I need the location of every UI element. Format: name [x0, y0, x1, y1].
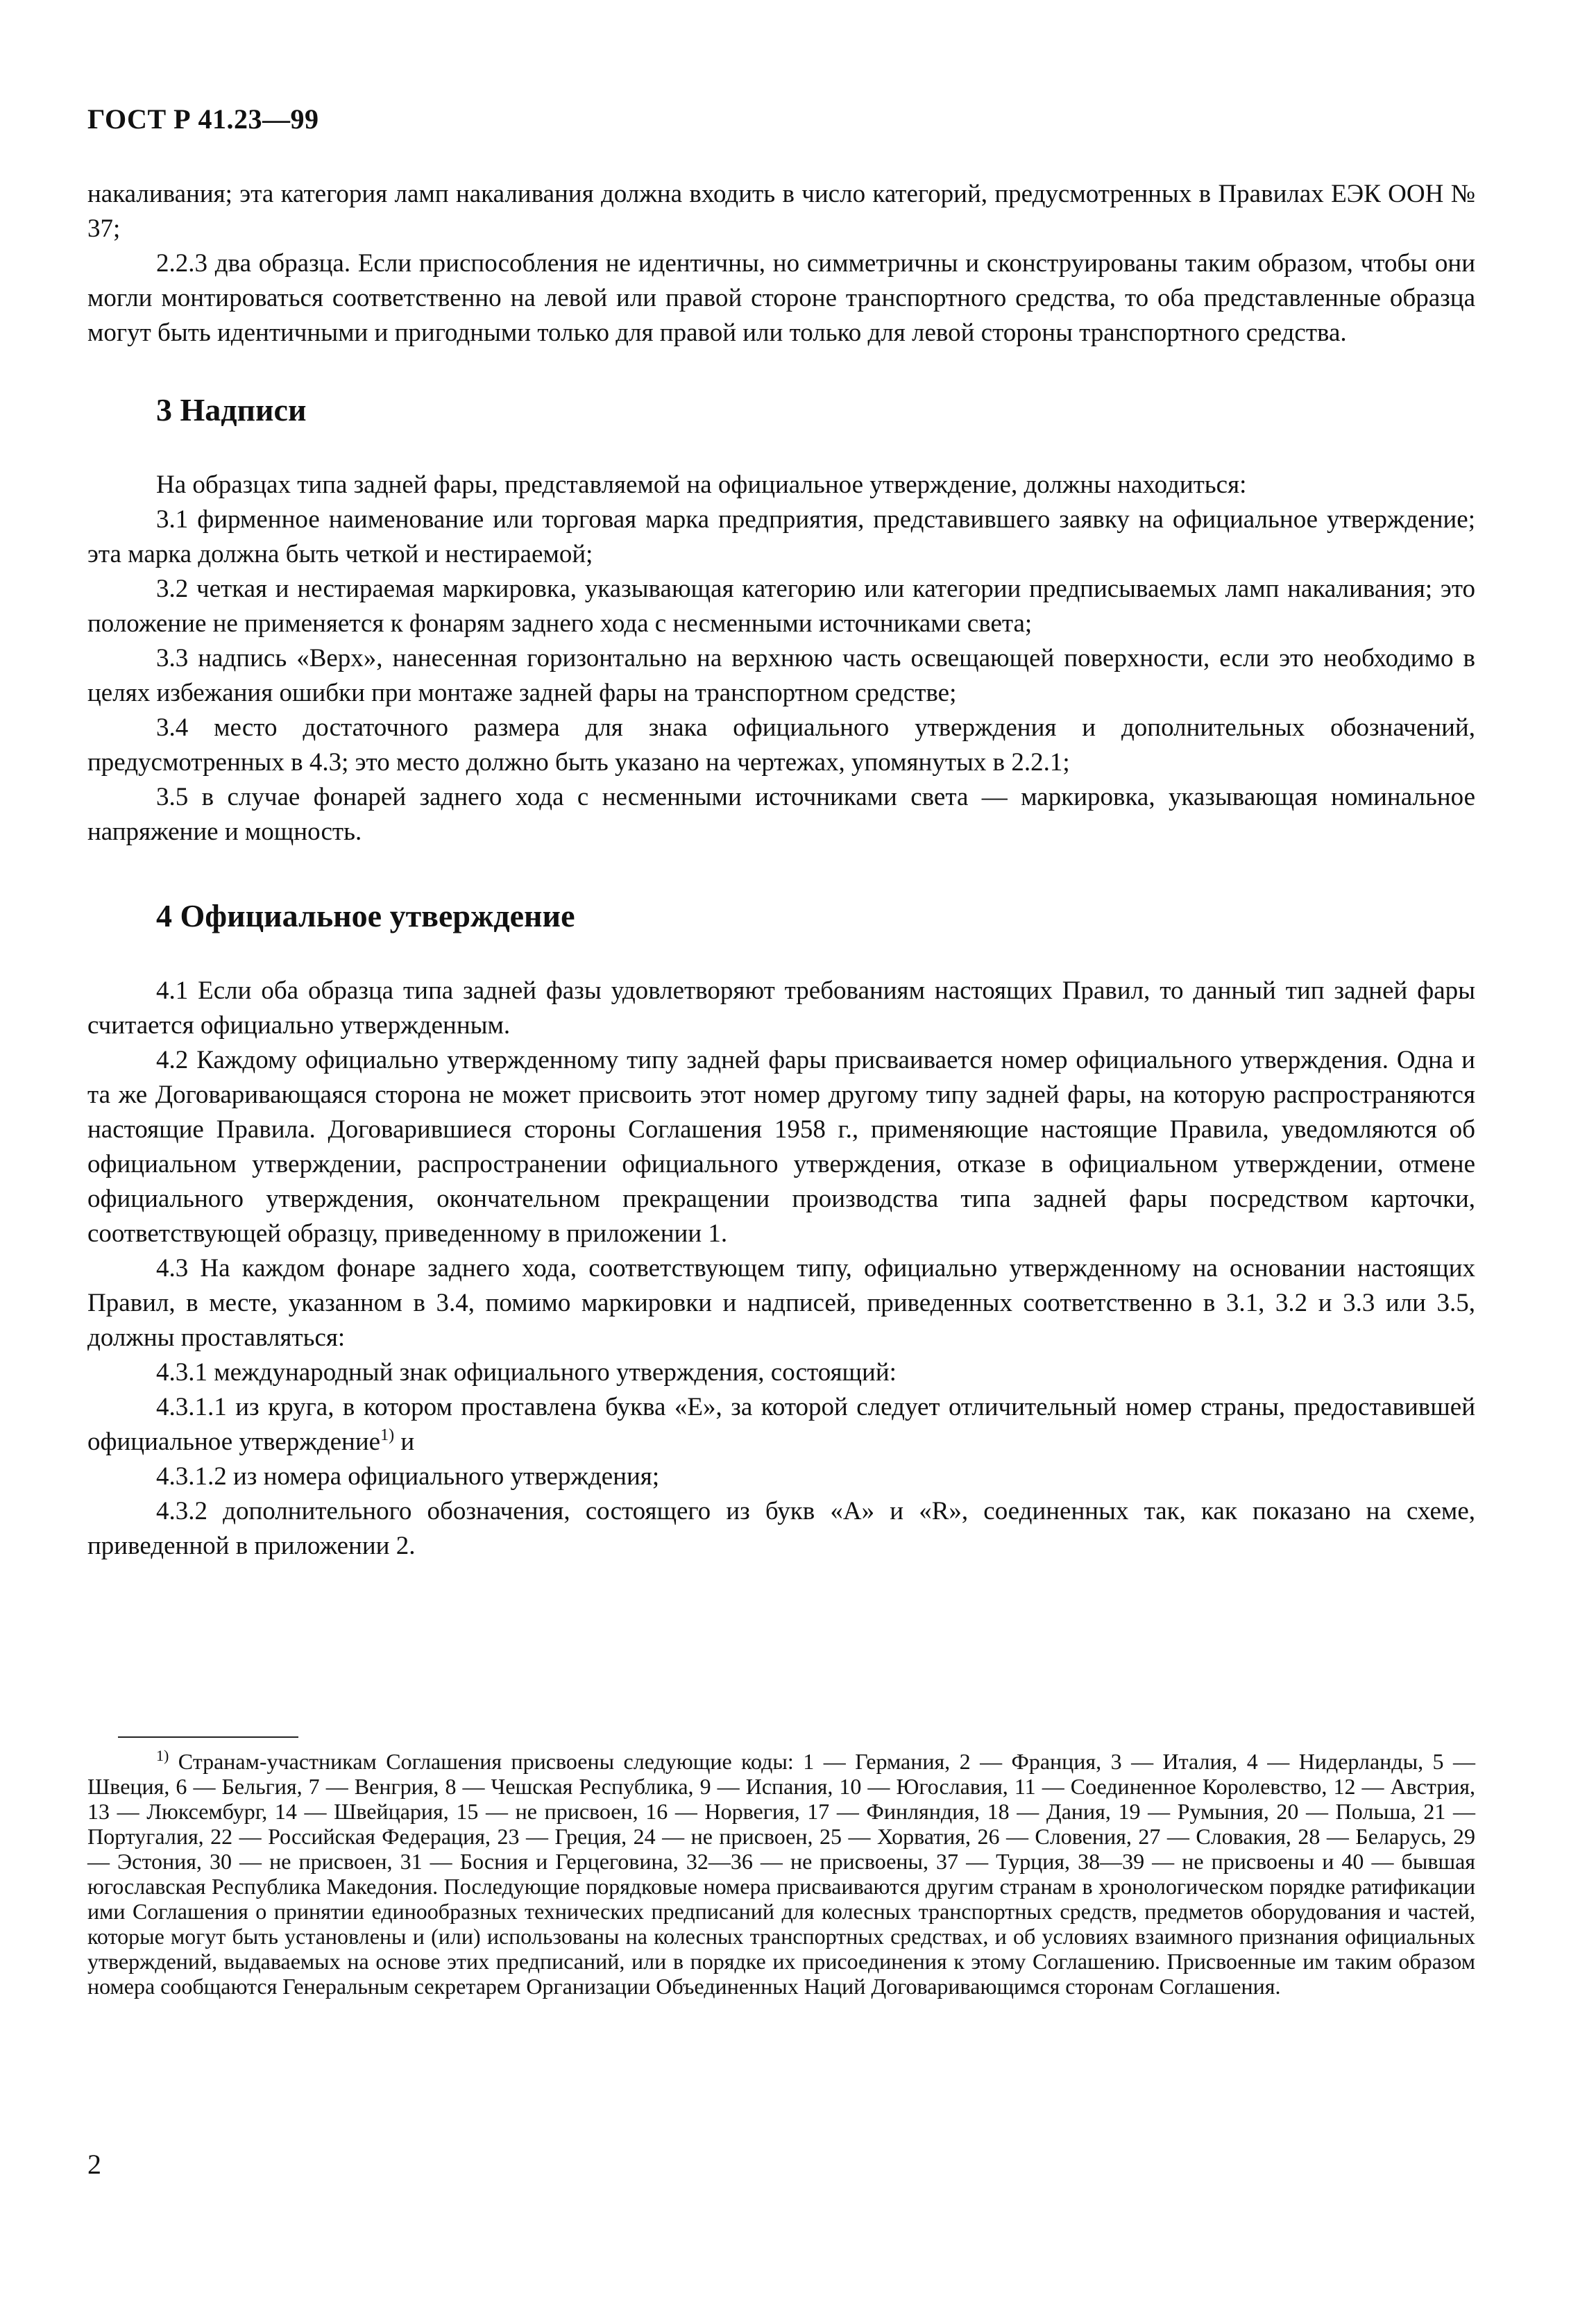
- footnote-reference[interactable]: 1): [380, 1426, 395, 1444]
- paragraph-4-1: 4.1 Если оба образца типа задней фазы удовлетворяют требованиям настоящих Правил, то данный тип задней фары считается официально утвержденным.: [87, 976, 1475, 1040]
- footnote-text: Странам-участникам Соглашения присвоены следующие коды: 1 — Германия, 2 — Франция, 3 — Италия, 4 — Нидерланды, 5 — Швеция, 6 — Бельгия, 7 — Венгрия, 8 — Чешская Республика, 9 — Испания, 10 — Югославия, 11 — Соединенное Королевство, 12 — Австрия, 13 — Люксембург, 14 — Швейцария, 15 — не присвоен, 16 — Норвегия, 17 — Финляндия, 18 — Дания, 19 — Румыния, 20 — Польша, 21 — Португалия, 22 — Российская Федерация, 23 — Греция, 24 — не присвоен, 25 — Хорватия, 26 — Словения, 27 — Словакия, 28 — Беларусь, 29 — Эстония, 30 — не присвоен, 31 — Босния и Герцеговина, 32—36 — не присвоены, 37 — Турция, 38—39 — не присвоены и 40 — бывшая югославская Республика Македония. Последующие порядковые номера присваиваются другим странам в хронологическом порядке ратификации ими Соглашения о принятии единообразных технических предписаний для колесных транспортных средств, предметов оборудования и частей, которые могут быть установлены и (или) использованы на колесных транспортных средствах, и об условиях взаимного признания официальных утверждений, выдаваемых на основе этих предписаний, или в порядке их присоединения к этому Соглашению. Присвоенные им таким образом номера сообщаются Генеральным секретарем Организации Объединенных Наций Договаривающимся сторонам Соглашения.: [87, 1749, 1475, 1999]
- paragraph-4-3-1-1-end: и: [394, 1428, 415, 1456]
- paragraph-3-4: 3.4 место достаточного размера для знака официального утверждения и дополнительных обозначений, предусмотренных в 4.3; это место должно быть указано на чертежах, упомянутых в 2.2.1;: [87, 713, 1475, 777]
- paragraph-2-2-3: 2.2.3 два образца. Если приспособления не идентичны, но симметричны и сконструированы таким образом, чтобы они могли монтироваться соответственно на левой или правой стороне транспортного средства, то оба представленные образца могут быть идентичными и пригодными только для правой или только для левой стороны транспортного средства.: [87, 249, 1475, 347]
- footnote-marker: 1): [156, 1747, 169, 1764]
- body-text: [87, 177, 1475, 1564]
- section-3-intro: На образцах типа задней фары, представляемой на официальное утверждение, должны находиться:: [156, 471, 1247, 499]
- paragraph-4-3-1-2: 4.3.1.2 из номера официального утверждения;: [156, 1462, 660, 1491]
- footnote: [87, 1749, 1475, 1999]
- paragraph-4-3-1-1-text: 4.3.1.1 из круга, в котором проставлена буква «Е», за которой следует отличительный номер страны, предоставившей официальное утверждение: [87, 1393, 1475, 1456]
- paragraph-4-3-2: 4.3.2 дополнительного обозначения, состоящего из букв «А» и «R», соединенных так, как показано на схеме, приведенной в приложении 2.: [87, 1497, 1475, 1560]
- paragraph-3-1: 3.1 фирменное наименование или торговая марка предприятия, представившего заявку на официальное утверждение; эта марка должна быть четкой и нестираемой;: [87, 505, 1475, 568]
- section-heading-3: 3 Надписи: [156, 392, 307, 428]
- page-number: 2: [87, 2149, 101, 2180]
- section-heading-4: 4 Официальное утверждение: [156, 898, 575, 933]
- paragraph-continuation: накаливания; эта категория ламп накаливания должна входить в число категорий, предусмотренных в Правилах ЕЭК ООН № 37;: [87, 180, 1475, 243]
- paragraph-3-5: 3.5 в случае фонарей заднего хода с несменными источниками света — маркировка, указывающая номинальное напряжение и мощность.: [87, 783, 1475, 846]
- paragraph-4-3-1: 4.3.1 международный знак официального утверждения, состоящий:: [156, 1358, 897, 1387]
- paragraph-3-3: 3.3 надпись «Верх», нанесенная горизонтально на верхнюю часть освещающей поверхности, если это необходимо в целях избежания ошибки при монтаже задней фары на транспортном средстве;: [87, 644, 1475, 707]
- running-header: ГОСТ Р 41.23—99: [87, 103, 319, 135]
- paragraph-3-2: 3.2 четкая и нестираемая маркировка, указывающая категорию или категории предписываемых ламп накаливания; это положение не применяется к фонарям заднего хода с несменными источниками света;: [87, 575, 1475, 638]
- paragraph-4-2: 4.2 Каждому официально утвержденному типу задней фары присваивается номер официального утверждения. Одна и та же Договаривающаяся сторона не может присвоить этот номер другому типу задней фары, на которую распространяются настоящие Правила. Договарившиеся стороны Соглашения 1958 г., применяющие настоящие Правила, уведомляются об официальном утверждении, распространении официального утверждения, отказе в официальном утверждении, отмене официального утверждения, окончательном прекращении производства типа задней фары посредством карточки, соответствующей образцу, приведенному в приложении 1.: [87, 1046, 1475, 1248]
- paragraph-4-3-1-1: [87, 1390, 1475, 1460]
- paragraph-4-3: 4.3 На каждом фонаре заднего хода, соответствующем типу, официально утвержденному на основании настоящих Правил, в месте, указанном в 3.4, помимо маркировки и надписей, приведенных соответственно в 3.1, 3.2 и 3.3 или 3.5, должны проставляться:: [87, 1254, 1475, 1352]
- footnote-separator: [118, 1736, 298, 1738]
